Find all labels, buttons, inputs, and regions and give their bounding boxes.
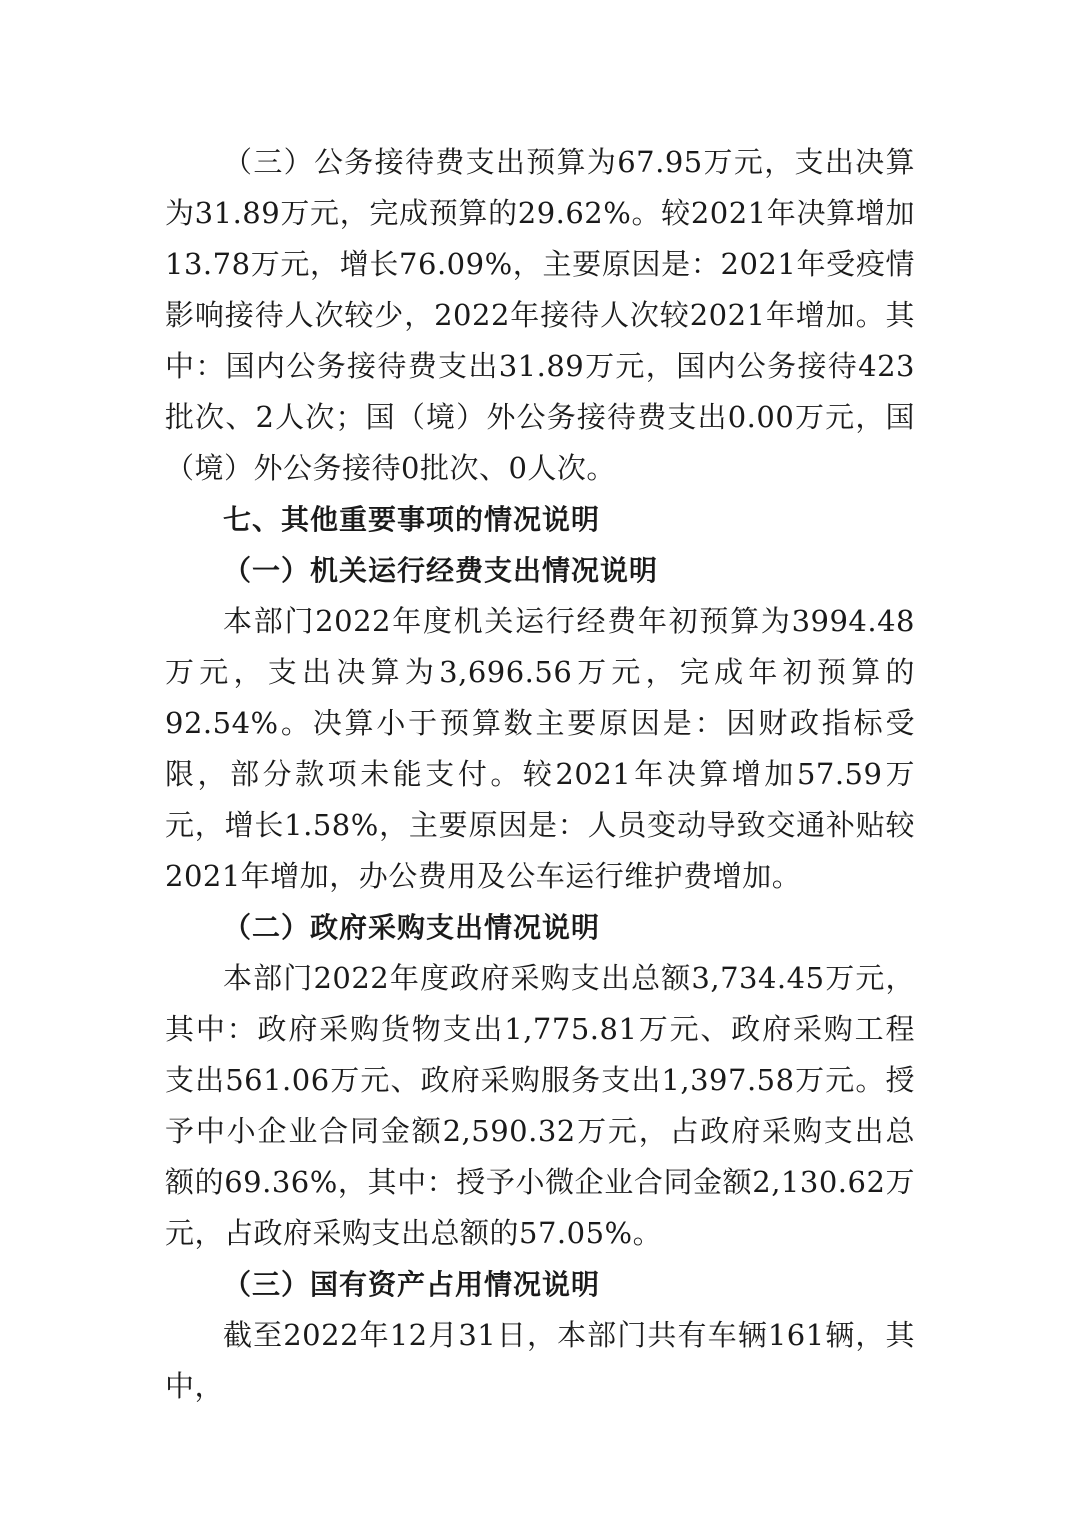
paragraph-government-procurement: 本部门2022年度政府采购支出总额3,734.45万元，其中：政府采购货物支出1,775.81万元、政府采购工程支出561.06万元、政府采购服务支出1,397.58万元。授予中小企业合同金额2,590.32万元，占政府采购支出总额的69.36%，其中：授予小微企业合同金额2,130.62万元，占政府采购支出总额的57.05%。 xyxy=(165,961,915,1250)
subsection-title-operating-expenses: （一）机关运行经费支出情况说明 xyxy=(223,554,659,587)
paragraph-operating-expenses: 本部门2022年度机关运行经费年初预算为3994.48万元，支出决算为3,696.56万元，完成年初预算的92.54%。决算小于预算数主要原因是：因财政指标受限，部分款项未能支付。较2021年决算增加57.59万元，增长1.58%，主要原因是：人员变动导致交通补贴较2021年增加，办公费用及公车运行维护费增加。 xyxy=(165,604,915,893)
subsection-title-government-procurement: （二）政府采购支出情况说明 xyxy=(223,911,601,944)
subsection-title-state-assets: （三）国有资产占用情况说明 xyxy=(223,1268,601,1301)
paragraph-state-assets: 截至2022年12月31日，本部门共有车辆161辆，其中， xyxy=(165,1318,915,1403)
paragraph-reception-expense: （三）公务接待费支出预算为67.95万元，支出决算为31.89万元，完成预算的29.62%。较2021年决算增加13.78万元，增长76.09%，主要原因是：2021年受疫情影响接待人次较少，2022年接待人次较2021年增加。其中：国内公务接待费支出31.89万元，国内公务接待423批次、2人次；国（境）外公务接待费支出0.00万元，国（境）外公务接待0批次、0人次。 xyxy=(165,145,915,485)
section-title-other-matters: 七、其他重要事项的情况说明 xyxy=(223,503,601,536)
document-page xyxy=(165,137,915,1412)
